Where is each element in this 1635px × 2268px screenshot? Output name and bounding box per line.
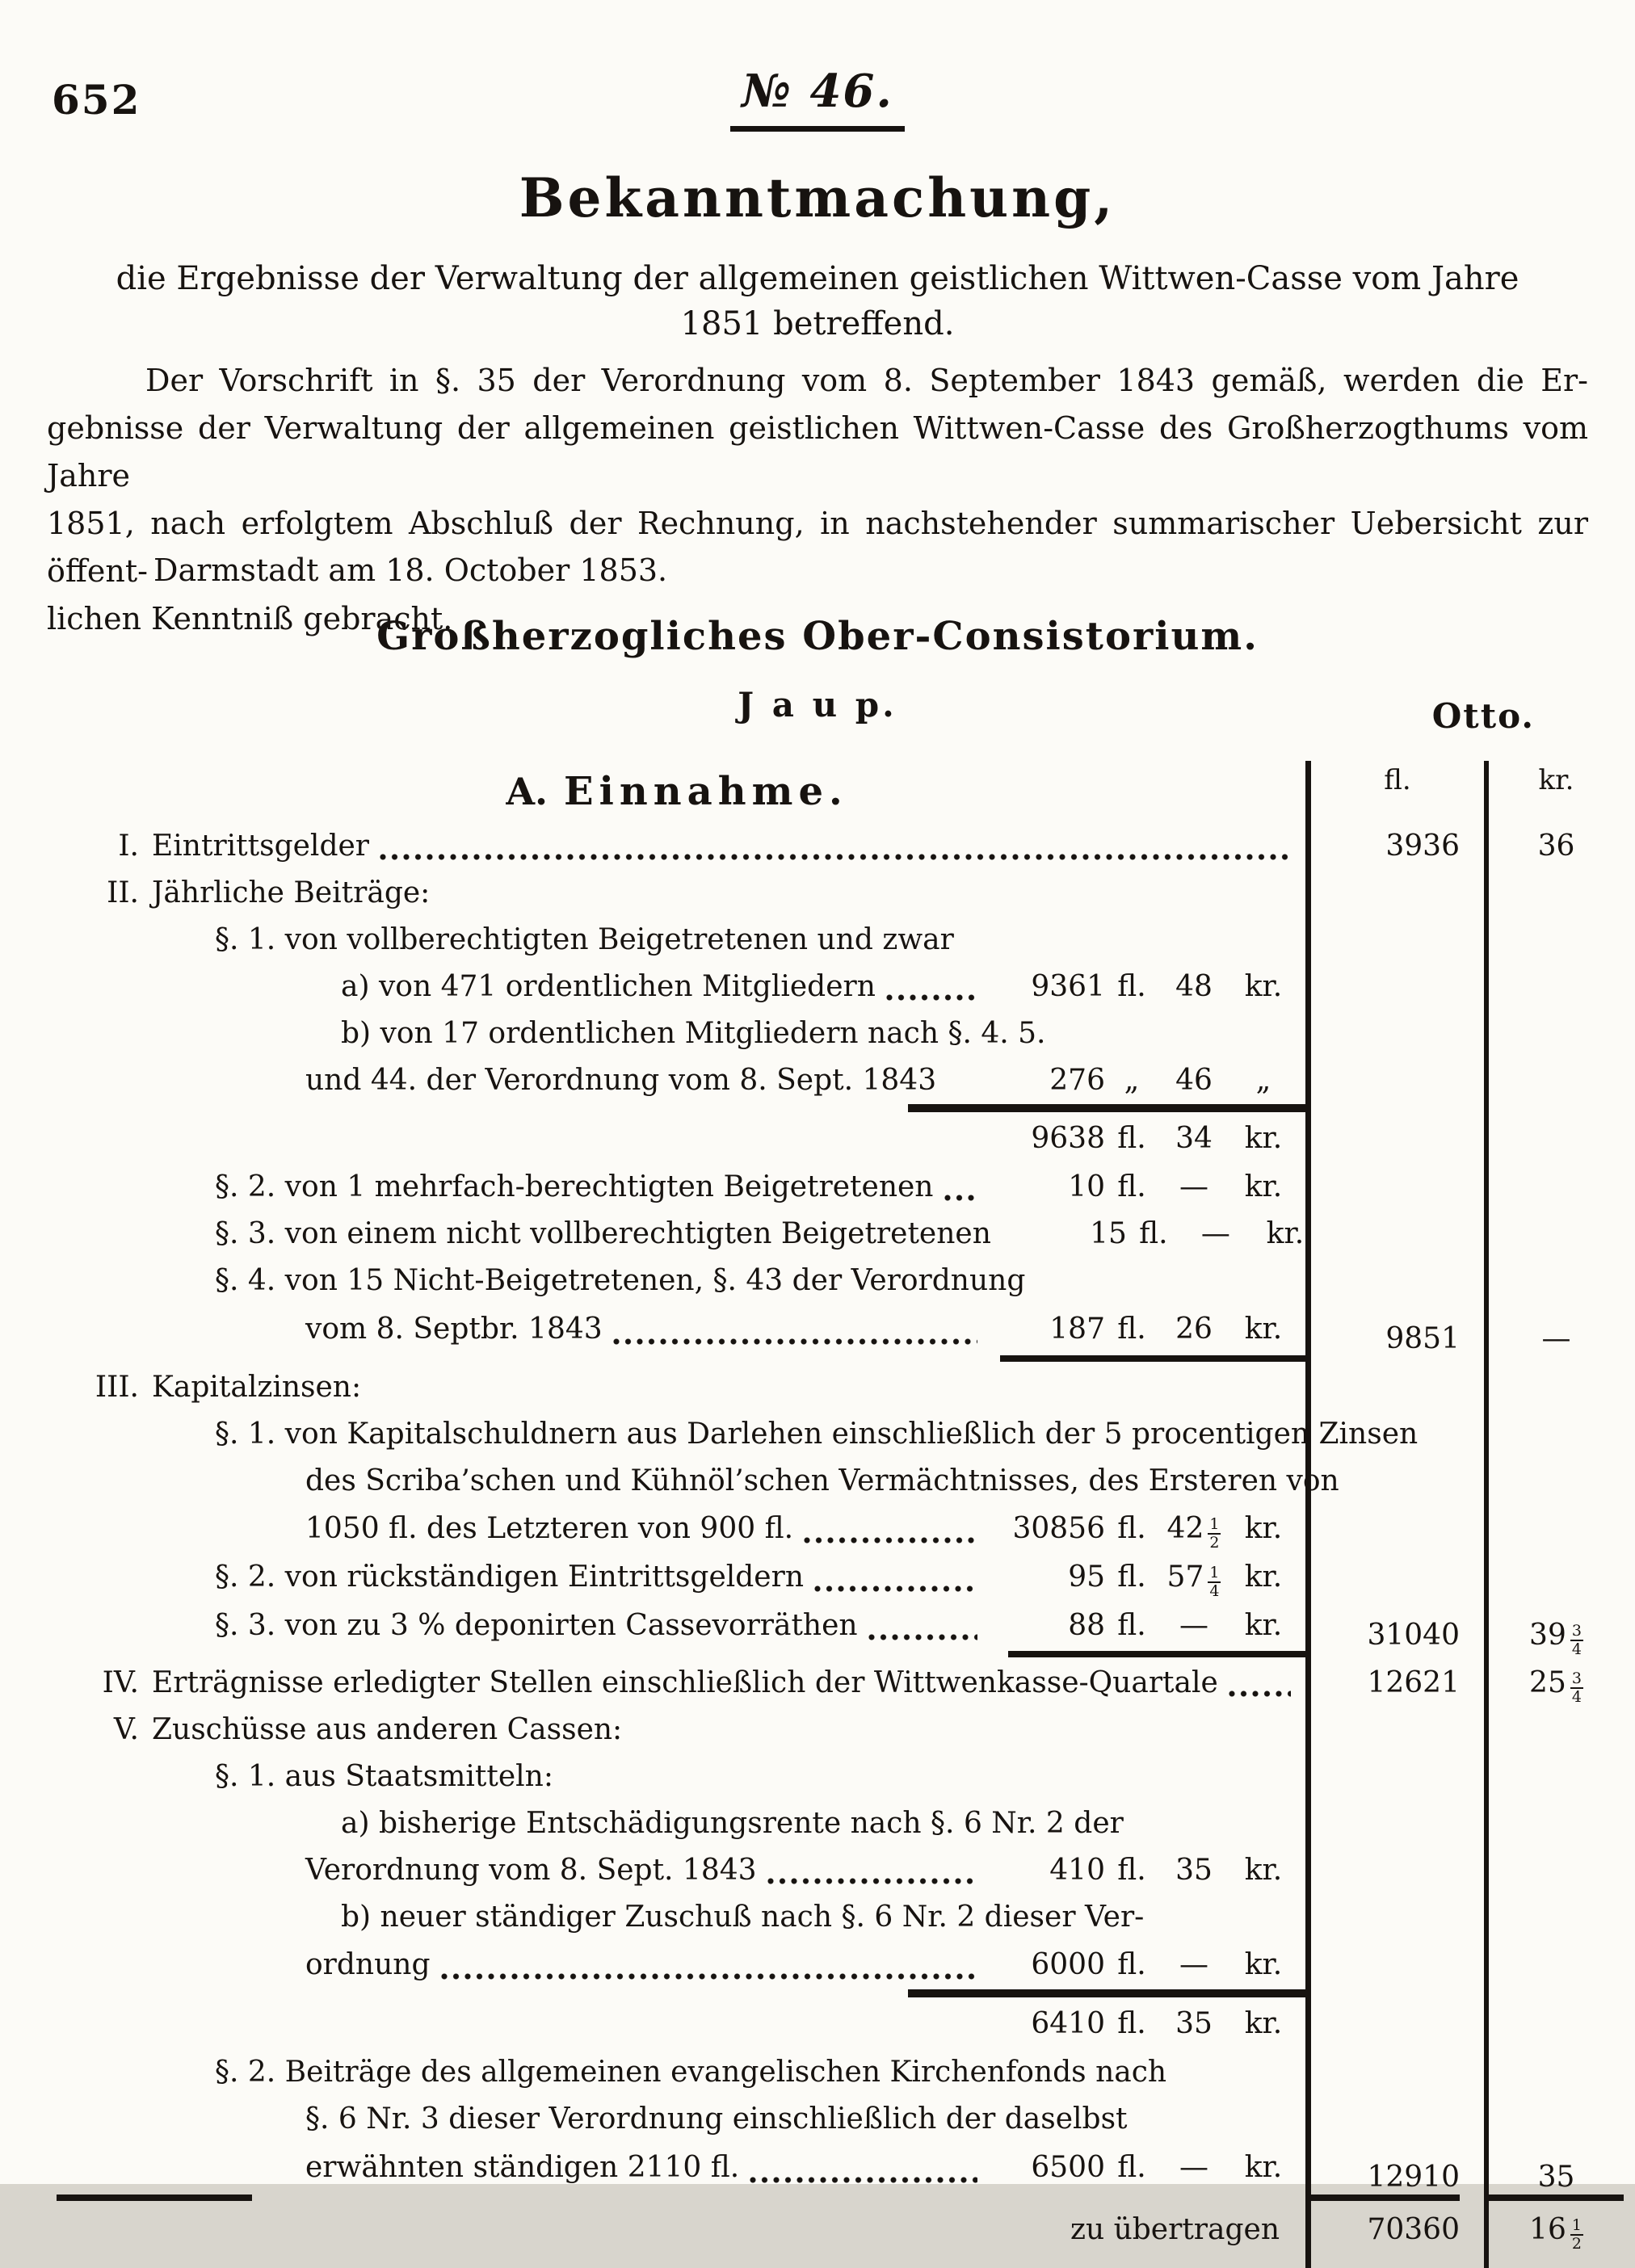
table-row: [57, 1410, 1624, 1457]
unit-kr: kr.: [1244, 1608, 1283, 1642]
kreuzer-whole: 39: [1529, 1618, 1566, 1652]
carry-rule-body: [57, 2194, 252, 2201]
table-rule-tail: [57, 2255, 1624, 2268]
unit-kr: kr.: [1244, 1511, 1283, 1545]
amount-kreuzer: —: [1179, 2150, 1208, 2184]
table-row: [57, 2142, 1624, 2192]
subtotal-rule: [1008, 1651, 1305, 1657]
document-subtitle-line1: die Ergebnisse der Verwaltung der allgemeinen geistlichen Wittwen-Casse vom Jahre: [116, 260, 1519, 297]
amount-gulden: 31040: [1367, 1618, 1460, 1652]
row-label: §. 1. von vollberechtigten Beigetretenen und zwar: [215, 922, 954, 956]
unit-fl: fl.: [1117, 1121, 1146, 1155]
inner-amount: [984, 1312, 1297, 1346]
amount-gulden: 410: [1049, 1853, 1105, 1887]
unit-fl: fl.: [1117, 1608, 1146, 1642]
amount-kreuzer: 35: [1175, 1853, 1213, 1887]
table-row: [57, 1010, 1624, 1056]
amount-kreuzer: [1158, 1511, 1229, 1552]
amount-gulden: 12621: [1367, 1665, 1460, 1699]
dotted-leader: [801, 1537, 977, 1544]
unit-fl: fl.: [1117, 1947, 1146, 1981]
kreuzer-whole: 42: [1166, 1511, 1204, 1545]
unit-kr: kr.: [1266, 1216, 1305, 1250]
page-number: 652: [52, 76, 141, 124]
table-row: [57, 1753, 1624, 1800]
row-numeral: I.: [118, 829, 139, 863]
inner-amount: [984, 2151, 1297, 2184]
amount-gulden: 187: [1049, 1312, 1105, 1346]
row-label: §. 2. Beiträge des allgemeinen evangelischen Kirchenfonds nach: [215, 2055, 1167, 2089]
intro-paragraph: [47, 357, 1588, 643]
inner-amount: [984, 1609, 1297, 1642]
inner-amount: [984, 1064, 1297, 1097]
signature-president: J a u p.: [738, 685, 897, 724]
table-row: [57, 1846, 1624, 1893]
row-numeral: II.: [107, 876, 139, 909]
row-label: Jährliche Beiträge:: [152, 876, 431, 909]
subtotal-rule: [908, 1989, 1305, 1997]
inner-amount: [984, 1854, 1297, 1887]
table-row: [57, 1304, 1624, 1354]
unit-fl: fl.: [1117, 1853, 1146, 1887]
amount-kreuzer: 46: [1175, 1063, 1213, 1097]
row-label: erwähnten ständigen 2110 fl.: [305, 2150, 740, 2184]
amount-gulden: 6000: [1031, 1947, 1105, 1981]
inner-amount: [984, 1122, 1297, 1155]
table-row: [57, 869, 1624, 916]
fraction-numerator: 1: [1209, 1515, 1220, 1533]
unit-fl: fl.: [1139, 1216, 1168, 1250]
unit-fl: fl.: [1117, 2150, 1146, 2184]
fraction-denominator: 4: [1571, 1688, 1582, 1706]
inner-amount: [984, 2007, 1297, 2040]
unit-kr: kr.: [1244, 2150, 1283, 2184]
table-row: [57, 916, 1624, 963]
amount-gulden: 9851: [1385, 1321, 1460, 1355]
row-label: §. 1. aus Staatsmitteln:: [215, 1759, 553, 1793]
amount-kreuzer: 34: [1175, 1121, 1213, 1155]
table-row: [57, 2048, 1624, 2095]
table-row: [57, 1163, 1624, 1210]
fraction: [1208, 1565, 1221, 1599]
amount-kreuzer: 36: [1537, 829, 1575, 863]
row-label: §. 2. von rückständigen Eintrittsgeldern: [215, 1560, 804, 1594]
amount-kreuzer: 35: [1537, 2160, 1575, 2194]
amount-kreuzer: [1529, 1618, 1583, 1658]
row-label: des Scriba’schen und Kühnöl’schen Vermächtnisses, des Ersteren von: [305, 1464, 1339, 1497]
carry-rule-gulden: [1311, 2194, 1460, 2201]
table-row: [57, 1940, 1624, 1989]
amount-kreuzer: 48: [1175, 969, 1213, 1003]
subtotal-row: [57, 1998, 1624, 2048]
row-label: §. 6 Nr. 3 dieser Verordnung einschließlich der daselbst: [305, 2102, 1128, 2136]
unit-kr: kr.: [1244, 1853, 1283, 1887]
amount-kreuzer: —: [1179, 1608, 1208, 1642]
amount-kreuzer: [1529, 1665, 1583, 1706]
fraction: [1208, 1517, 1221, 1551]
fraction-denominator: 4: [1571, 1640, 1582, 1658]
row-numeral: V.: [113, 1712, 139, 1746]
dotted-leader: [765, 1878, 977, 1885]
row-label: §. 4. von 15 Nicht-Beigetretenen, §. 43 der Verordnung: [215, 1263, 1026, 1297]
amount-kreuzer: —: [1179, 1170, 1208, 1203]
amount-kreuzer: [1158, 1560, 1229, 1600]
table-row: [57, 1056, 1624, 1103]
subtotal-rule-row: [57, 1354, 1624, 1363]
ditto-mark: „: [1255, 1063, 1271, 1097]
amount-kreuzer: —: [1541, 1321, 1571, 1355]
inner-amount: [984, 1170, 1297, 1203]
amount-gulden: 276: [1049, 1063, 1105, 1097]
row-label: Erträgnisse erledigter Stellen einschließlich der Wittwenkasse-Quartale: [152, 1665, 1218, 1699]
amount-kreuzer: 26: [1175, 1312, 1213, 1346]
row-label: ordnung: [305, 1947, 431, 1981]
table-row: [57, 822, 1624, 869]
amount-gulden: 3936: [1385, 829, 1460, 863]
amount-kreuzer: —: [1179, 1947, 1208, 1981]
table-row: [57, 1706, 1624, 1753]
inner-amount: [984, 1511, 1297, 1552]
subtotal-rule: [1000, 1355, 1305, 1362]
fraction-denominator: 4: [1209, 1582, 1220, 1600]
unit-kr: kr.: [1244, 1947, 1283, 1981]
amount-gulden: 6410: [1031, 2006, 1105, 2040]
dotted-leader: [866, 1634, 977, 1641]
row-label: a) von 471 ordentlichen Mitgliedern: [341, 969, 876, 1003]
unit-kr: kr.: [1244, 969, 1283, 1003]
table-row: [57, 2095, 1624, 2142]
carry-forward-row: [57, 2203, 1624, 2255]
table-row: [57, 1457, 1624, 1504]
fraction-numerator: 3: [1571, 1622, 1582, 1640]
intro-line: gebnisse der Verwaltung der allgemeinen geistlichen Wittwen-Casse des Großherzogthums vom Jahre: [47, 410, 1588, 494]
fraction-numerator: 1: [1209, 1564, 1220, 1581]
row-label: Verordnung vom 8. Sept. 1843: [305, 1853, 757, 1887]
dotted-leader: [611, 1338, 977, 1346]
table-row: [57, 1800, 1624, 1846]
row-label: §. 1. von Kapitalschuldnern aus Darlehen einschließlich der 5 procentigen Zinsen: [215, 1417, 1419, 1451]
issue-header: [0, 65, 1635, 132]
row-label: §. 3. von einem nicht vollberechtigten Beigetretenen: [215, 1216, 991, 1250]
unit-fl: fl.: [1117, 1511, 1146, 1545]
row-numeral: IV.: [102, 1665, 139, 1699]
table-row: [57, 1893, 1624, 1940]
column-header-fl-label: fl.: [1384, 764, 1411, 796]
table-row: [57, 1363, 1624, 1410]
unit-kr: kr.: [1244, 1121, 1283, 1155]
row-label: a) bisherige Entschädigungsrente nach §. 6 Nr. 2 der: [341, 1806, 1124, 1840]
fraction-denominator: 2: [1209, 1534, 1220, 1552]
row-label: §. 2. von 1 mehrfach-berechtigten Beigetretenen: [215, 1170, 934, 1203]
unit-fl: fl.: [1117, 1312, 1146, 1346]
row-label: Zuschüsse aus anderen Cassen:: [152, 1712, 623, 1746]
subtotal-rule: [908, 1104, 1305, 1112]
subtotal-rule-row: [57, 1103, 1624, 1113]
table-row: [57, 1601, 1624, 1658]
amount-gulden: 9361: [1031, 969, 1105, 1003]
dotted-leader: [884, 994, 977, 1002]
dotted-leader: [747, 2177, 977, 2184]
dotted-leader: [942, 1195, 978, 1202]
dotted-leader: [812, 1586, 977, 1593]
fraction-denominator: 2: [1571, 2235, 1582, 2253]
inner-amount: [984, 1948, 1297, 1981]
inner-amount: [1006, 1217, 1319, 1250]
unit-fl: fl.: [1117, 969, 1146, 1003]
unit-kr: kr.: [1244, 1312, 1283, 1346]
row-numeral: III.: [95, 1370, 139, 1404]
amount-gulden: 95: [1068, 1560, 1105, 1594]
table-row: [57, 1659, 1624, 1706]
issuing-authority: Großherzogliches Ober-Consistorium.: [376, 614, 1259, 659]
kreuzer-whole: 57: [1166, 1560, 1204, 1594]
unit-fl: fl.: [1117, 1560, 1146, 1594]
fraction: [1570, 2218, 1583, 2252]
amount-kreuzer: 35: [1175, 2006, 1213, 2040]
table-row: [57, 963, 1624, 1010]
row-label: §. 3. von zu 3 % deponirten Cassevorräthen: [215, 1608, 858, 1642]
section-title: [57, 761, 1305, 822]
income-table: [57, 761, 1624, 2268]
row-label: und 44. der Verordnung vom 8. Sept. 1843: [305, 1063, 937, 1097]
fraction: [1570, 1671, 1583, 1705]
issue-number: № 46.: [730, 65, 905, 132]
table-row: [57, 1257, 1624, 1304]
intro-line: lichen Kenntniß gebracht.: [47, 601, 453, 636]
row-label: Kapitalzinsen:: [152, 1370, 362, 1404]
subtotal-row: [57, 1113, 1624, 1163]
carry-rule-kreuzer: [1489, 2194, 1624, 2201]
subtotal-rule-row: [57, 1989, 1624, 1998]
signature-secretary: Otto.: [1431, 696, 1535, 736]
document-title: Bekanntmachung,: [519, 166, 1116, 229]
row-label: b) von 17 ordentlichen Mitgliedern nach §. 4. 5.: [341, 1016, 1046, 1050]
dotted-leader: [1226, 1690, 1291, 1698]
unit-kr: kr.: [1244, 2006, 1283, 2040]
column-header-gulden: [1305, 761, 1484, 822]
amount-gulden: 15: [1090, 1216, 1127, 1250]
amount-gulden: 12910: [1367, 2160, 1460, 2194]
intro-line: Der Vorschrift in §. 35 der Verordnung vom 8. September 1843 gemäß, werden die Er-: [145, 363, 1588, 398]
unit-fl: fl.: [1117, 2006, 1146, 2040]
amount-kreuzer: —: [1200, 1216, 1230, 1250]
carry-forward-label: zu übertragen: [1070, 2212, 1280, 2246]
kreuzer-whole: 25: [1529, 1665, 1566, 1699]
dotted-leader: [439, 1973, 977, 1980]
document-subtitle-line2: 1851 betreffend.: [680, 305, 955, 342]
ditto-mark: „: [1124, 1063, 1140, 1097]
row-label: 1050 fl. des Letzteren von 900 fl.: [305, 1511, 794, 1545]
dotted-leader: [377, 854, 1291, 861]
row-label: Eintrittsgelder: [152, 829, 369, 863]
amount-kreuzer: [1529, 2212, 1583, 2253]
table-row: [57, 1552, 1624, 1601]
column-header-kreuzer: [1484, 761, 1624, 822]
unit-fl: fl.: [1117, 1170, 1146, 1203]
amount-gulden: 88: [1068, 1608, 1105, 1642]
amount-gulden: 10: [1068, 1170, 1105, 1203]
fraction-numerator: 3: [1571, 1670, 1582, 1687]
table-header-row: [57, 761, 1624, 822]
inner-amount: [984, 970, 1297, 1003]
section-name: Einnahme.: [564, 769, 848, 814]
inner-amount: [984, 1560, 1297, 1600]
column-header-kr-label: kr.: [1538, 764, 1574, 796]
amount-gulden: 9638: [1031, 1121, 1105, 1155]
fraction-numerator: 1: [1571, 2216, 1582, 2234]
row-label: b) neuer ständiger Zuschuß nach §. 6 Nr. 2 dieser Ver-: [341, 1900, 1145, 1934]
table-row: [57, 1210, 1624, 1257]
kreuzer-whole: 16: [1529, 2212, 1566, 2246]
amount-gulden: 6500: [1031, 2150, 1105, 2184]
carry-rule-row: [57, 2192, 1624, 2203]
intro-line: 1851, nach erfolgtem Abschluß der Rechnung, in nachstehender summarischer Uebersicht zur öffent-: [47, 506, 1588, 589]
dateline: Darmstadt am 18. October 1853.: [153, 552, 668, 588]
row-label: vom 8. Septbr. 1843: [305, 1312, 603, 1346]
amount-gulden: 30856: [1012, 1511, 1105, 1545]
table-row: [57, 1504, 1624, 1552]
unit-kr: kr.: [1244, 1170, 1283, 1203]
section-letter: A.: [506, 770, 549, 813]
amount-gulden: 70360: [1367, 2212, 1460, 2246]
unit-kr: kr.: [1244, 1560, 1283, 1594]
fraction: [1570, 1623, 1583, 1657]
